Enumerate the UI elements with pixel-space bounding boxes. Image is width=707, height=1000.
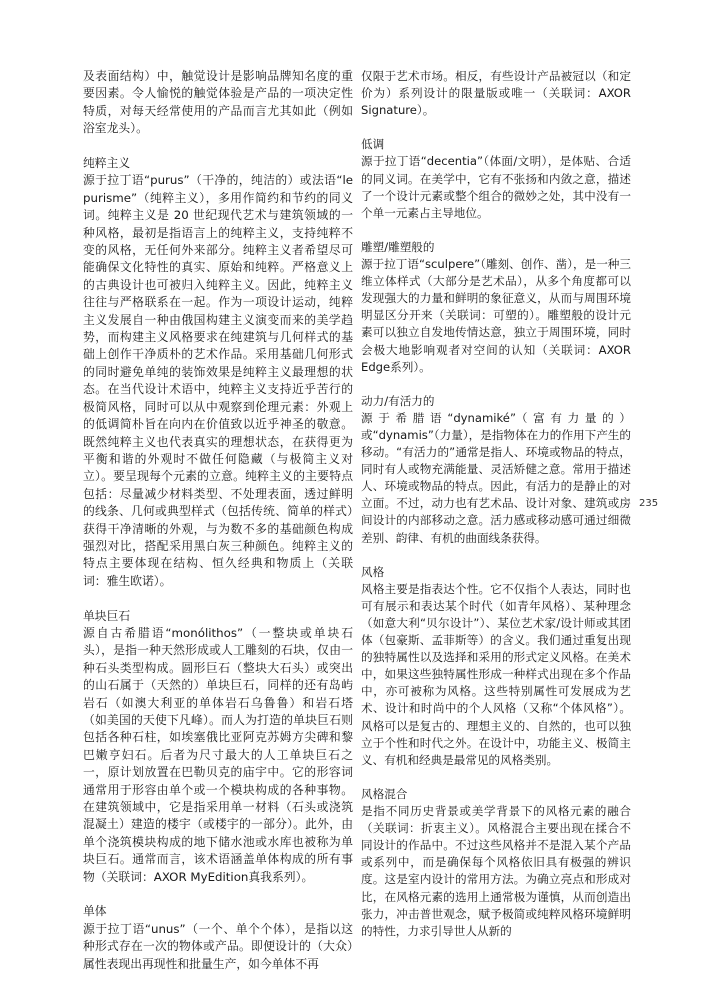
entry-heading: 纯粹主义 — [83, 156, 131, 171]
entry-heading: 单块巨石 — [83, 608, 131, 623]
entry-heading: 单体 — [83, 904, 107, 919]
entry-text: 风格主要是指表达个性。它不仅指个人表达，同时也可有展示和表达某个时代（如青年风格）、某种理念（如意大利“贝尔设计”）、某位艺术家/设计师或其团体（包豪斯、孟菲斯等）的含义。我们通过重复出现的独特属性以及选择和采用的形式定义风格。在美术中，如果这些独特属性形成一种样式出现在多个作品中，亦可被称为风格。这些特别属性可发展成为艺术、设计和时尚中的个人风格（又称“个体风格”）。风格可以是复古的、理想主义的、自然的，也可以独立于个性和时代之外。在设计中，功能主义、极简主义、有机和经典是最常见的风格类别。 — [361, 581, 631, 767]
entry-touch-design-cont — [83, 68, 353, 138]
entry-unicum — [83, 903, 353, 973]
entry-text: 源于拉丁语“decentia”（体面/文明），是体贴、合适的同义词。在美学中，它有不张扬和内敛之意，描述了一个设计元素或整个组合的微妙之处，其中没有一个单一元素占主导地位。 — [361, 154, 631, 220]
entry-sculptural — [361, 239, 631, 376]
entry-unicum-cont — [361, 68, 631, 119]
page-number: 235 — [639, 498, 659, 509]
entry-text: 源于拉丁语“sculpere”（雕刻、创作、凿），是一种三维立体样式（大部分是艺术品），从多个角度都可以发现强大的力量和鲜明的象征意义，从而与周围环境明显区分开来（关联词：可塑的）。雕塑般的设计元素可以独立自发地传情达意，独立于周围环境，同时会极大地影响观者对空间的认知（关联词：AXOR Edge系列）。 — [361, 257, 631, 374]
entry-text: 源自古希腊语“monólithos”（一整块或单块石头），是指一种天然形成或人工雕刻的石块，仅由一种石头类型构成。圆形巨石（整块大石头）或突出的山石属于（天然的）单块巨石，同样的还有岛屿岩石（如澳大利亚的单体岩石乌鲁鲁）和岩石塔（如美国的天使下凡峰）。而人为打造的单块巨石则包括各种石柱，如埃塞俄比亚阿克苏姆方尖碑和黎巴嫩亨妇石。后者为尺寸最大的人工单块巨石之一，原计划放置在巴勒贝克的庙宇中。它的形容词通常用于形容由单个或一个模块构成的各种事物。在建筑领域中，它是指采用单一材料（石头或浇筑混凝土）建造的楼宇（或楼宇的一部分）。此外，由单个浇筑模块构成的地下储水池或水库也被称为单块巨石。通常而言，该术语涵盖单体构成的所有事物（关联词：AXOR MyEdition真我系列）。 — [83, 625, 353, 884]
entry-purism — [83, 155, 353, 590]
entry-heading: 风格混合 — [361, 786, 408, 801]
entry-text: 源于拉丁语“purus”（干净的，纯洁的）或法语“le purisme”（纯粹主义），多用作简约和节约的同义词。纯粹主义是 20 世纪现代艺术与建筑领域的一种风格，最初是指语言上的纯粹主义，支持纯粹不变的风格，无任何外来部分。纯粹主义者希望尽可能确保文化特性的真实、原始和纯粹。严格意义上的古典设计也可被归入纯粹主义。因此，纯粹主义往往与严格联系在一起。作为一项设计运动，纯粹主义发展自一种由俄国构建主义演变而来的美学趋势，而构建主义风格要求在纯建筑与几何样式的基础上创作干净质朴的艺术作品。采用基础几何形式的同时避免单纯的装饰效果是纯粹主义最理想的状态。在当代设计术语中，纯粹主义支持近乎苦行的极简风格，同时可以从中观察到伦理元素：外观上的低调简朴旨在向内在价值致以近乎神圣的敬意。既然纯粹主义也代表真实的理想状态，在获得更为平衡和谐的外观时不做任何隐藏（与极简主义对立）。要呈现每个元素的立意。纯粹主义的主要特点包括：尽量减少材料类型、不处理表面，透过鲜明的线条、几何或典型样式（包括传统、简单的样式）获得干净清晰的外观，与为数不多的基础颜色构成强烈对比，搭配采用黑白灰三种颜色。纯粹主义的特点主要体现在结构、恒久经典和物质上（关联词：雅生欧诺）。 — [83, 173, 353, 588]
entry-text: 源于希腊语“dynamiké”（富有力量的）或“dynamis”（力量），是指物体在力的作用下产生的移动。“有活力的”通常是指人、环境或物品的特点，同时有人或物充满能量、灵活矫健之意。常用于描述人、环境或物品的特点。因此，有活力的是静止的对立面。不过，动力也有艺术品、设计对象、建筑或房间设计的内部移动之意。活力感或移动感可通过细微差别、韵律、有机的曲面线条获得。 — [361, 410, 631, 545]
right-column — [361, 68, 631, 957]
entry-monolith — [83, 608, 353, 887]
entry-heading: 低调 — [361, 137, 385, 152]
entry-text: 源于拉丁语“unus”（一个、单个个体），是指以这种形式存在一次的物体或产品。即便设计的（大众）属性表现出再现性和批量生产，如今单体不再 — [83, 921, 353, 971]
entry-heading: 雕塑/雕塑般的 — [361, 239, 435, 254]
entry-text: 及表面结构）中，触觉设计是影响品牌知名度的重要因素。令人愉悦的触觉体验是产品的一项决定性特质，对每天经常使用的产品而言尤其如此（例如浴室龙头）。 — [83, 69, 353, 136]
entry-text: 仅限于艺术市场。相反，有些设计产品被冠以（和定价为）系列设计的限量版或唯一（关联词：AXOR Signature）。 — [361, 69, 631, 118]
entry-dynamic — [361, 393, 631, 547]
entry-style-mix — [361, 786, 631, 940]
entry-discreet — [361, 136, 631, 221]
entry-text: 是指不同历史背景或美学背景下的风格元素的融合（关联词：折衷主义）。风格混合主要出现在揉合不同设计的作品中。不过这些风格并不是混入某个产品或系列中，而是确保每个风格依旧具有极强的辨识度。这是室内设计的常用方法。为确立亮点和形成对比，在风格元素的选用上通常极为谨慎，从而创造出张力，冲击普世观念，赋予极简或纯粹风格环境鲜明的特性，力求引导世人从新的 — [361, 804, 631, 938]
entry-heading: 风格 — [361, 564, 385, 579]
entry-heading: 动力/有活力的 — [361, 393, 435, 408]
left-column — [83, 68, 353, 990]
entry-style — [361, 564, 631, 769]
